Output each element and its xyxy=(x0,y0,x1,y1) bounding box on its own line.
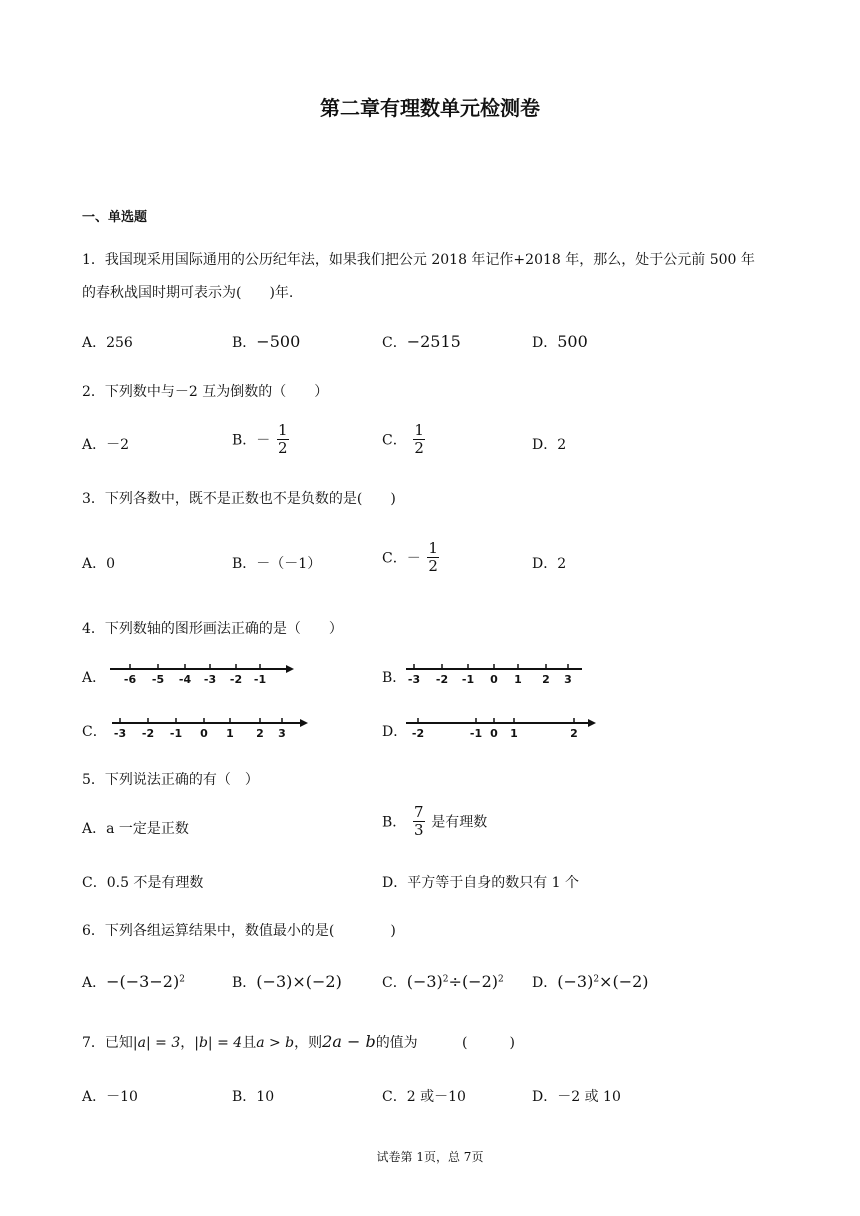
q7-option-d: D．－2 或 10 xyxy=(532,1089,621,1105)
q7-option-c: C．2 或－10 xyxy=(382,1089,466,1105)
tick-label: -2 xyxy=(141,727,155,740)
q4-option-d-label: D． xyxy=(382,724,408,740)
q5-option-c: C．0.5 不是有理数 xyxy=(82,875,204,891)
tick-label: -1 xyxy=(461,673,475,686)
q3-option-b: B．－（－1） xyxy=(232,556,322,572)
q2-option-a: A．－2 xyxy=(82,437,130,453)
q7-answer-paren: ( ) xyxy=(462,1035,515,1051)
q1-option-d: D．500 xyxy=(532,332,588,351)
tick-label: 2 xyxy=(570,727,578,740)
q2-option-b: B．－ $\frac{1}{2}$ xyxy=(232,421,288,457)
tick-label: -5 xyxy=(151,673,165,686)
q5-option-a: A．a 一定是正数 xyxy=(82,821,189,837)
tick-label: 1 xyxy=(510,727,518,740)
tick-label: -2 xyxy=(411,727,425,740)
fraction: $\frac{1}{2}$ xyxy=(277,421,288,457)
q3-option-d: D．2 xyxy=(532,556,567,572)
number-line-a xyxy=(108,660,298,686)
q6-option-b: B．(−3)×(−2) xyxy=(232,972,342,991)
number-line-c xyxy=(110,714,315,740)
tick-label: 0 xyxy=(200,727,208,740)
tick-label: 3 xyxy=(278,727,286,740)
q4-option-b-label: B． xyxy=(382,670,407,686)
page-title: 第二章有理数单元检测卷 xyxy=(320,96,540,120)
q4-option-c-label: C． xyxy=(82,724,107,740)
ticks-a xyxy=(124,664,266,686)
question-6: 6．下列各组运算结果中，数值最小的是( ) xyxy=(82,923,396,939)
tick-label: -6 xyxy=(123,673,137,686)
number-line-b xyxy=(404,660,594,686)
fraction: $\frac{7}{3}$ xyxy=(413,803,424,839)
tick-label: 1 xyxy=(226,727,234,740)
q1-option-b: B．−500 xyxy=(232,332,301,351)
number-line-d xyxy=(404,714,604,740)
q5-option-b: B． $\frac{7}{3}$ 是有理数 xyxy=(382,803,488,839)
q1-option-c: C．−2515 xyxy=(382,332,461,351)
q2-option-d: D．2 xyxy=(532,437,567,453)
tick-label: -3 xyxy=(407,673,421,686)
tick-label: -3 xyxy=(203,673,217,686)
question-2: 2．下列数中与－2 互为倒数的（ ） xyxy=(82,384,329,400)
tick-label: 2 xyxy=(256,727,264,740)
tick-label: 0 xyxy=(490,727,498,740)
q3-option-c: C．－ $\frac{1}{2}$ xyxy=(382,539,438,575)
question-1-line-2: 的春秋战国时期可表示为( )年. xyxy=(82,285,294,301)
tick-label: 3 xyxy=(564,673,572,686)
q6-option-d: D．$(-3)^2\times(-2)$ xyxy=(532,972,649,991)
question-1-line-1: 1．我国现采用国际通用的公历纪年法，如果我们把公元 2018 年记作+2018 年，那么，处于公元前 500 年 xyxy=(82,252,755,268)
tick-label: 0 xyxy=(490,673,498,686)
q7-option-b: B．10 xyxy=(232,1089,275,1105)
fraction: $\frac{1}{2}$ xyxy=(414,421,424,457)
tick-label: -1 xyxy=(253,673,267,686)
page-footer: 试卷第 1页，总 7页 xyxy=(376,1150,484,1164)
section-heading: 一、单选题 xyxy=(82,210,148,225)
question-7: 7．已知|a| = 3，|b| = 4且a > b，则2a − b的值为 xyxy=(82,1032,418,1051)
q2-option-c: C． $\frac{1}{2}$ xyxy=(382,421,424,457)
q4-option-a-label: A． xyxy=(82,670,107,686)
tick-label: -1 xyxy=(469,727,483,740)
question-5: 5．下列说法正确的有（ ） xyxy=(82,772,259,788)
tick-label: -1 xyxy=(169,727,183,740)
q6-option-a: A．$-(-3-2)^2$ xyxy=(82,972,185,991)
fraction: $\frac{1}{2}$ xyxy=(428,539,438,575)
tick-label: -3 xyxy=(113,727,127,740)
q5-option-d: D．平方等于自身的数只有 1 个 xyxy=(382,875,580,891)
tick-label: -4 xyxy=(178,673,192,686)
q7-option-a: A．－10 xyxy=(82,1089,138,1105)
tick-label: -2 xyxy=(435,673,449,686)
q3-option-a: A．0 xyxy=(82,556,116,572)
question-4: 4．下列数轴的图形画法正确的是（ ） xyxy=(82,621,343,637)
tick-label: 2 xyxy=(542,673,550,686)
tick-label: -2 xyxy=(229,673,243,686)
q6-option-c: C．$(-3)^2\div(-2)^2$ xyxy=(382,972,504,991)
question-3: 3．下列各数中，既不是正数也不是负数的是( ) xyxy=(82,491,396,507)
q1-option-a: A．256 xyxy=(82,335,133,351)
tick-label: 1 xyxy=(514,673,522,686)
